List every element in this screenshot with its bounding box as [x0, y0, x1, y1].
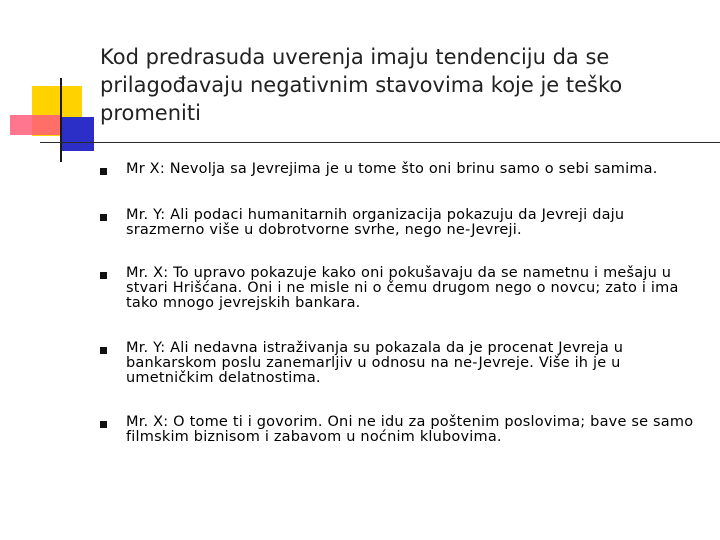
bullet-item — [94, 208, 706, 238]
bullet-text: Mr X: Nevolja sa Jevrejima je u tome što oni brinu samo o sebi samima. — [126, 161, 658, 177]
decorative-vertical-line — [60, 78, 62, 162]
title-divider-line — [40, 142, 720, 143]
bullet-item — [94, 415, 706, 445]
bullet-item — [94, 162, 706, 177]
bullet-text: Mr. Y: Ali podaci humanitarnih organizacija pokazuju da Jevreji daju srazmerno više u dobrotvorne svrhe, nego ne-Jevreji. — [126, 207, 625, 238]
bullet-item — [94, 341, 706, 386]
square-bullet-icon — [100, 347, 107, 354]
square-bullet-icon — [100, 272, 107, 279]
bullet-text: Mr. X: O tome ti i govorim. Oni ne idu za poštenim poslovima; bave se samo filmskim biznisom i zabavom u noćnim klubovima. — [126, 414, 694, 445]
bullet-text: Mr. X: To upravo pokazuje kako oni pokušavaju da se nametnu i mešaju u stvari Hrišćana. Oni i ne misle ni o čemu drugom nego o novcu; zato i ima tako mnogo jevrejskih bankara. — [126, 265, 679, 311]
decorative-blue-square — [60, 117, 94, 151]
bullet-item — [94, 266, 706, 311]
square-bullet-icon — [100, 214, 107, 221]
slide-title: Kod predrasuda uverenja imaju tendenciju da se prilagođavaju negativnim stavovima koje je teško promeniti — [100, 45, 623, 125]
bullet-list — [94, 162, 706, 445]
decorative-red-bar — [10, 115, 62, 135]
square-bullet-icon — [100, 168, 107, 175]
bullet-text: Mr. Y: Ali nedavna istraživanja su pokazala da je procenat Jevreja u bankarskom poslu zanemarljiv u odnosu na ne-Jevreje. Više ih je u umetničkim delatnostima. — [126, 340, 624, 386]
square-bullet-icon — [100, 421, 107, 428]
